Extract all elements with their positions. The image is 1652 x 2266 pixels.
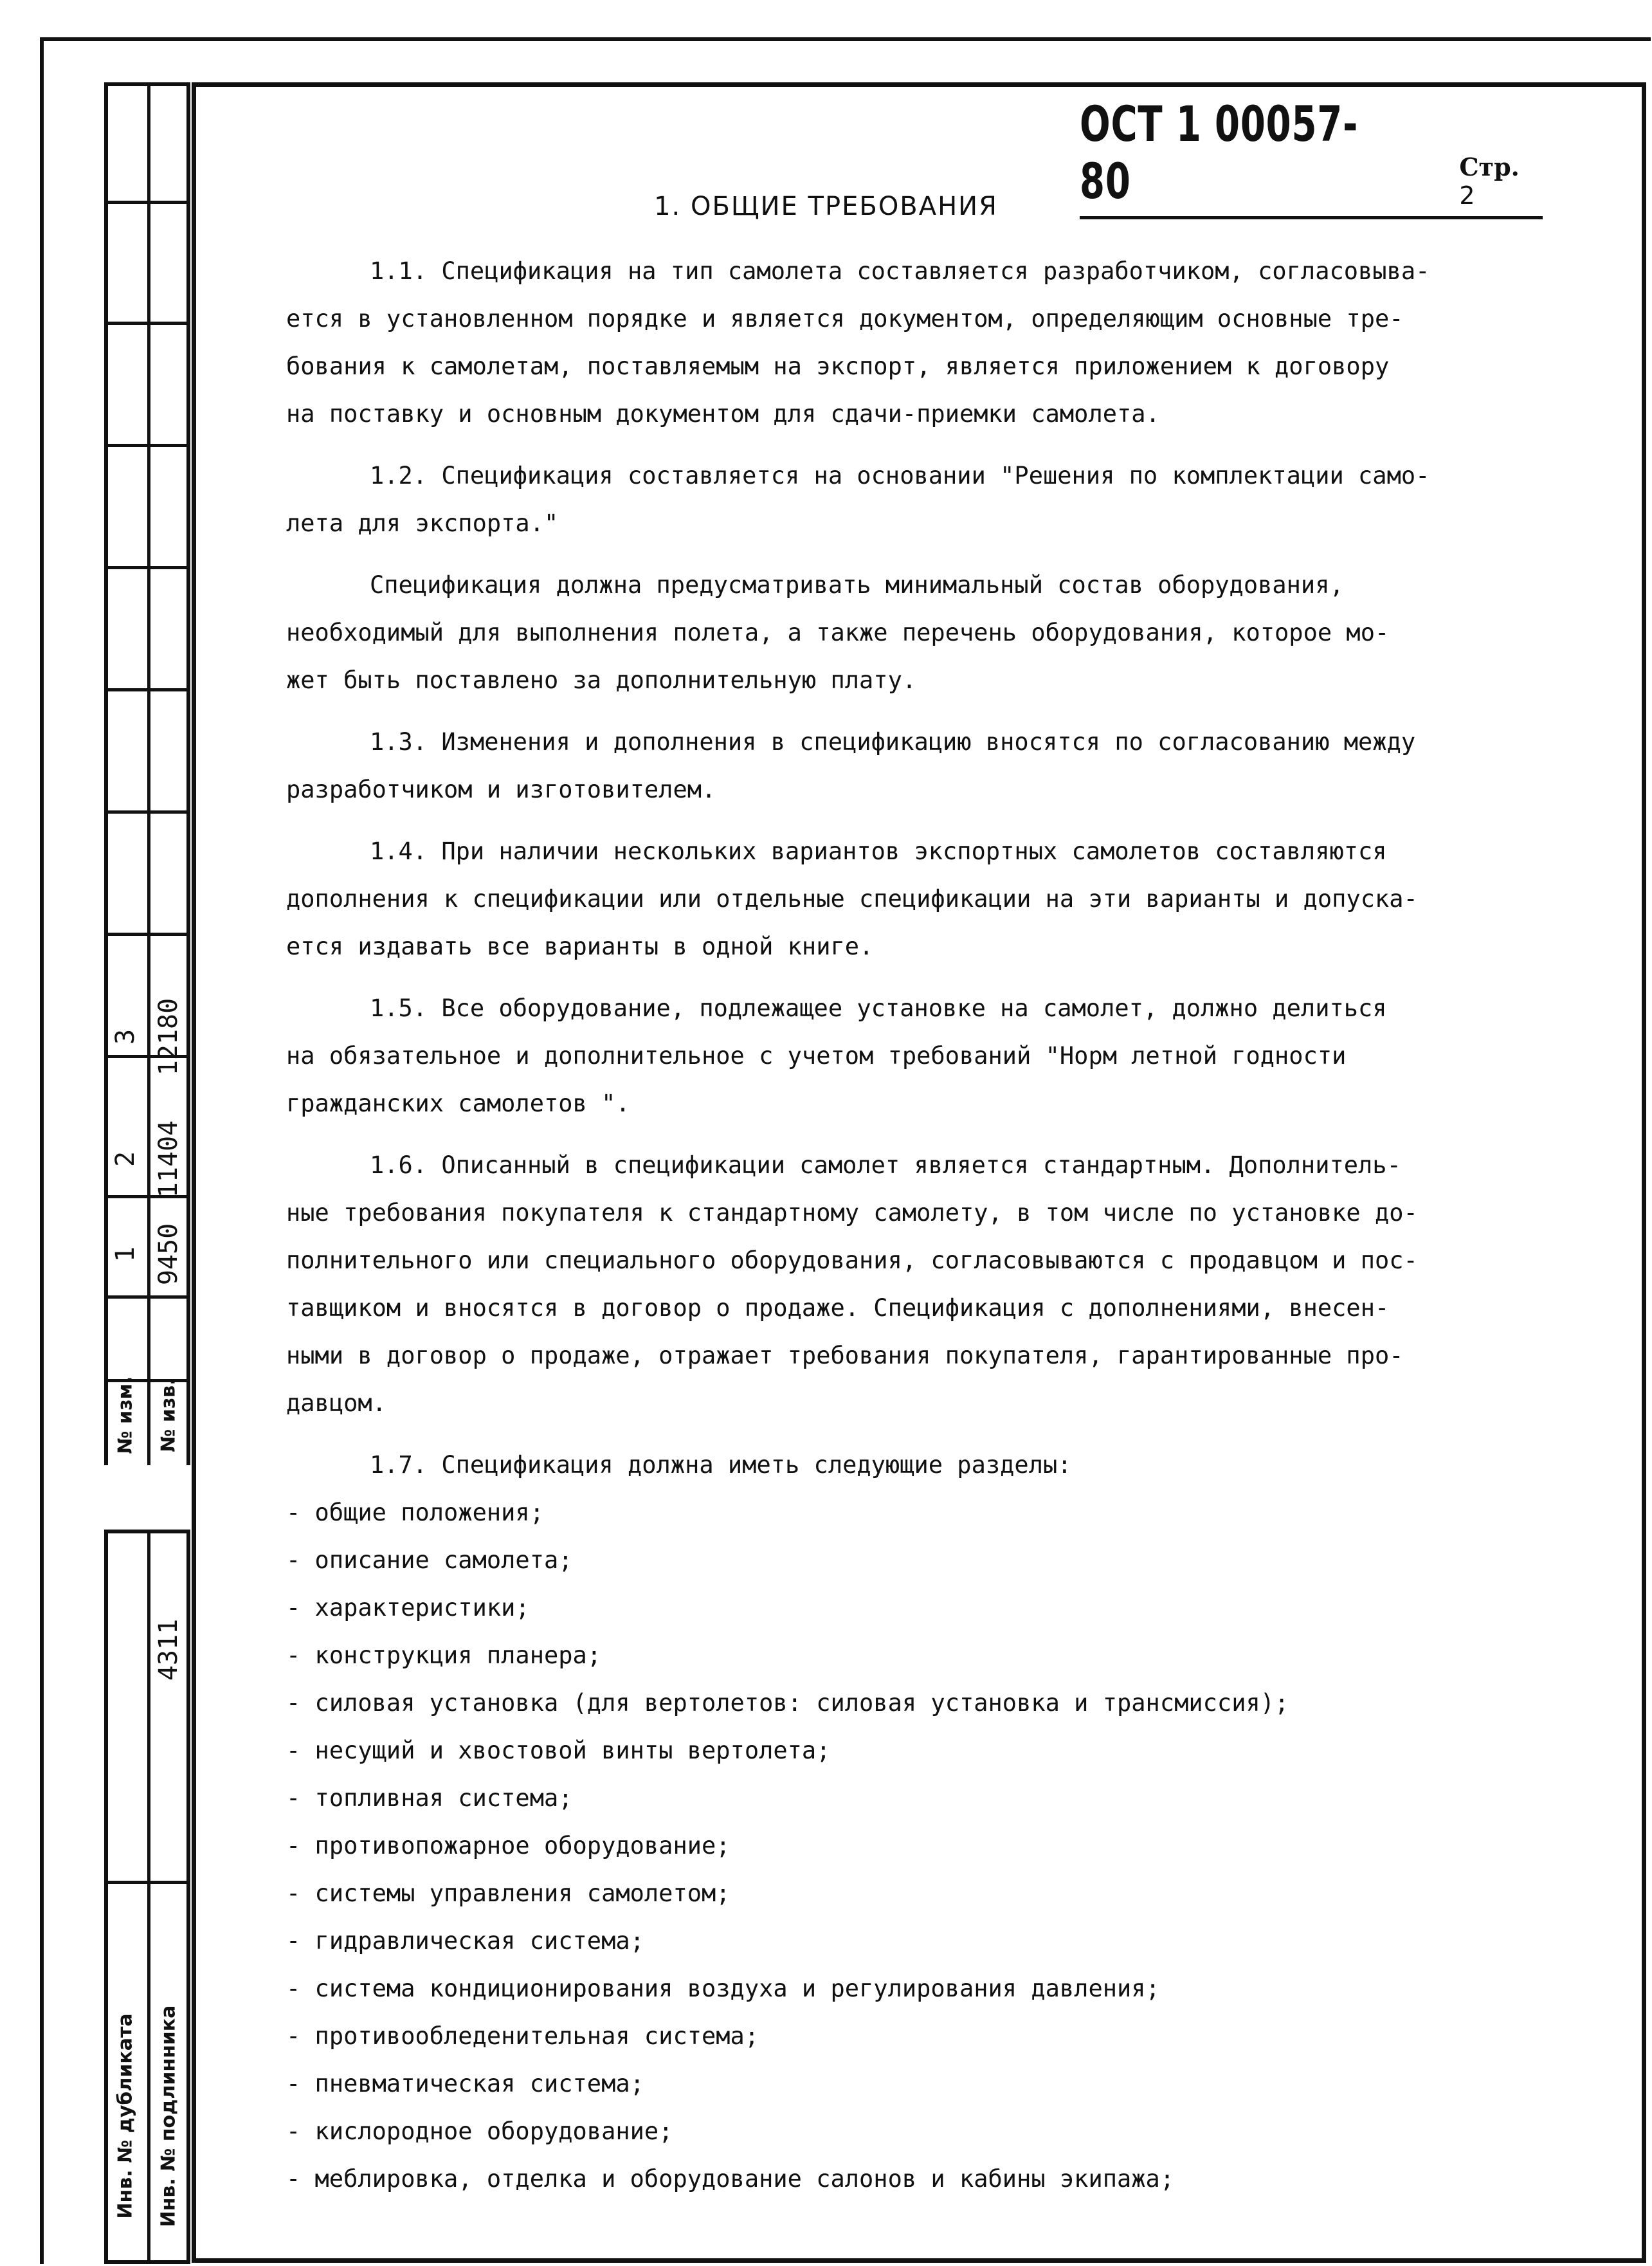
list-item: - системы управления самолетом; xyxy=(286,1879,731,1907)
document-body xyxy=(286,248,1495,2203)
change-number-label: № изм. xyxy=(114,1376,137,1454)
text-line: необходимый для выполнения полета, а также перечень оборудования, которое мо- xyxy=(286,619,1390,646)
paragraph-1-2 xyxy=(286,452,1495,547)
change-number-1: 1 xyxy=(111,1246,140,1263)
list-item: - силовая установка (для вертолетов: силовая установка и трансмиссия); xyxy=(286,1689,1289,1717)
text-line: 1.3. Изменения и дополнения в спецификацию вносятся по согласованию между xyxy=(370,728,1416,756)
text-line: ные требования покупателя к стандартному самолету, в том числе по установке до- xyxy=(286,1199,1418,1227)
paragraph-1-4 xyxy=(286,828,1495,971)
grid-line xyxy=(108,933,186,936)
text-line: 1.6. Описанный в спецификации самолет является стандартным. Дополнитель- xyxy=(370,1151,1401,1179)
grid-line xyxy=(108,688,186,691)
list-item: - противопожарное оборудование; xyxy=(286,1832,731,1859)
paragraph-1-5 xyxy=(286,985,1495,1128)
list-item: - общие положения; xyxy=(286,1499,544,1526)
document-code: ОСТ 1 00057-80 xyxy=(1080,95,1359,210)
text-line: бования к самолетам, поставляемым на экспорт, является приложением к договору xyxy=(286,352,1390,380)
grid-line xyxy=(108,810,186,814)
notice-number-2: 11404 xyxy=(154,1120,183,1198)
list-item: - характеристики; xyxy=(286,1594,530,1622)
list-item: - конструкция планера; xyxy=(286,1641,602,1669)
notice-number-3: 12180 xyxy=(154,998,183,1076)
change-number-3: 3 xyxy=(111,1028,140,1045)
margin-divider xyxy=(147,1533,150,2260)
text-line: ется в установленном порядке и является документом, определяющим основные тре- xyxy=(286,305,1404,333)
text-line: тавщиком и вносятся в договор о продаже. Спецификация с дополнениями, внесен- xyxy=(286,1294,1390,1322)
text-line: дополнения к спецификации или отдельные спецификации на эти варианты и допуска- xyxy=(286,885,1418,913)
paragraph-1-3 xyxy=(286,718,1495,814)
list-item: - несущий и хвостовой винты вертолета; xyxy=(286,1737,831,1764)
grid-line xyxy=(108,566,186,569)
list-item: - меблировка, отделка и оборудование салонов и кабины экипажа; xyxy=(286,2165,1175,2193)
list-item: - пневматическая система; xyxy=(286,2070,644,2097)
text-line: лета для экспорта." xyxy=(286,509,559,537)
paragraph-1-1 xyxy=(286,248,1495,438)
page-label: Стр. xyxy=(1459,152,1520,181)
grid-line xyxy=(108,1295,186,1299)
paragraph-1-7 xyxy=(286,1441,1495,1489)
text-line: гражданских самолетов ". xyxy=(286,1090,630,1117)
text-line: 1.2. Спецификация составляется на основании "Решения по комплектации само- xyxy=(370,462,1430,489)
text-line: Спецификация должна предусматривать минимальный состав оборудования, xyxy=(370,571,1344,599)
text-line: 1.4. При наличии нескольких вариантов экспортных самолетов составляются xyxy=(370,837,1387,865)
grid-line xyxy=(108,322,186,325)
text-line: на поставку и основным документом для сдачи-приемки самолета. xyxy=(286,400,1160,428)
text-line: разработчиком и изготовителем. xyxy=(286,776,716,803)
duplicate-inventory-label: Инв. № дубликата xyxy=(114,2013,137,2219)
list-item: - кислородное оборудование; xyxy=(286,2117,673,2145)
list-item: - система кондиционирования воздуха и регулирования давления; xyxy=(286,1975,1160,2002)
text-line: 1.1. Спецификация на тип самолета составляется разработчиком, согласовыва- xyxy=(370,257,1430,285)
list-item: - противообледенительная система; xyxy=(286,2022,759,2050)
paragraph-1-6 xyxy=(286,1142,1495,1427)
text-line: ными в договор о продаже, отражает требования покупателя, гарантированные про- xyxy=(286,1342,1404,1369)
grid-line xyxy=(108,444,186,447)
text-line: на обязательное и дополнительное с учетом требований "Норм летной годности xyxy=(286,1042,1347,1070)
original-inventory-number: 4311 xyxy=(154,1618,183,1681)
grid-line xyxy=(108,1881,186,1884)
list-item: - топливная система; xyxy=(286,1784,573,1812)
notice-number-label: № изв. xyxy=(157,1378,180,1452)
text-line: 1.7. Спецификация должна иметь следующие разделы: xyxy=(370,1451,1072,1479)
original-inventory-label: Инв. № подлинника xyxy=(157,2005,180,2227)
text-line: давцом. xyxy=(286,1389,386,1417)
list-item: - описание самолета; xyxy=(286,1546,573,1574)
page-number: 2 xyxy=(1459,181,1475,210)
text-line: 1.5. Все оборудование, подлежащее установке на самолет, должно делиться xyxy=(370,994,1387,1022)
text-line: жет быть поставлено за дополнительную плату. xyxy=(286,666,917,694)
paragraph-1-2-continued xyxy=(286,562,1495,704)
change-number-2: 2 xyxy=(111,1151,140,1167)
list-item: - гидравлическая система; xyxy=(286,1927,644,1955)
sections-list xyxy=(286,1489,1495,2203)
text-line: ется издавать все варианты в одной книге. xyxy=(286,933,874,960)
margin-divider xyxy=(147,86,150,1465)
text-line: полнительного или специального оборудования, согласовываются с продавцом и пос- xyxy=(286,1247,1418,1274)
section-title: 1. ОБЩИЕ ТРЕБОВАНИЯ xyxy=(654,192,998,221)
notice-number-1: 9450 xyxy=(154,1223,183,1286)
